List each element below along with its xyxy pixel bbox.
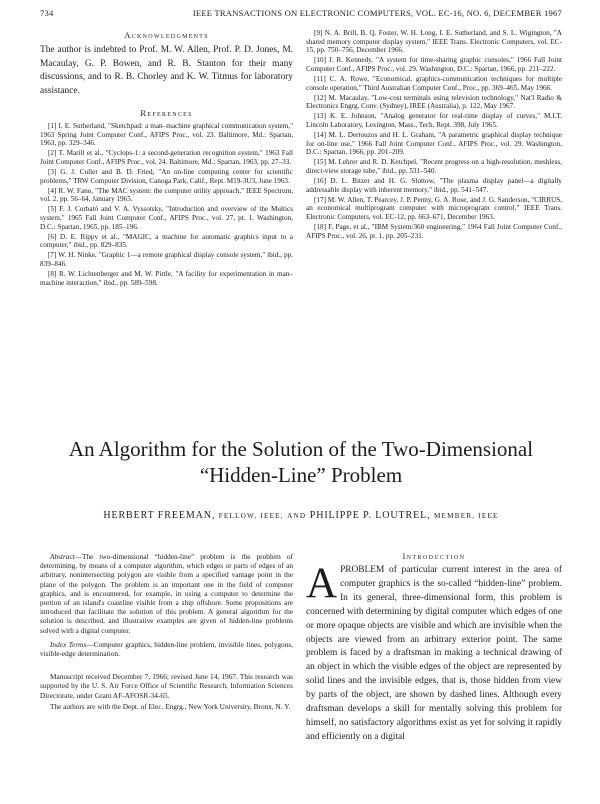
acknowledgments-body: The author is indebted to Prof. M. W. Allen, Prof. P. D. Jones, M. Macaulay, G. P. Bowen, and R. B. Stanton for their many discussions, and to R. B. Chorley and K. W. Titmus for laboratory assistance. (40, 45, 293, 96)
abstract (40, 552, 293, 635)
article-left-column (40, 552, 293, 711)
reference-item: [16] D. L. Bitzer and H. G. Slottow, "The plasma display panel—a digitally addressable display with inherent memory," ibid., pp. 541–547. (306, 177, 562, 194)
abstract-text: —The two-dimensional “hidden-line” problem is the problem of determining, by means of a computer algorithm, which edges or parts of edges of an arbitrary, nonintersecting polygon are visible from a specified vantage point in the plane of the polygon. The problem is an important one in the field of computer graphics, and is encountered, for example, in using a computer to determine the portion of an island's coastline visible from a ship offshore. Some propositions are introduced that facilitate the solution of this problem. A general algorithm for the solution is described, and illustrative examples are given of hidden-line problems solved with a digital computer. (40, 552, 293, 635)
author-conjunction: AND (287, 512, 307, 520)
footnote-affiliation: The authors are with the Dept. of Elec. Engrg., New York University, Bronx, N. Y. (50, 701, 291, 711)
reference-item: [12] M. Macaulay, "Low-cost terminals using television technology," Nat'l Radio & Electronics Engrg. Conv. (Sydney), IREE (Australia), p. 122, May 1967. (306, 93, 562, 111)
author-1-grade: FELLOW, IEEE, (218, 512, 284, 520)
abstract-lead: Abstract (50, 552, 75, 561)
reference-item: [13] K. E. Johnson, "Analog generator for real-time display of curves," M.I.T. Lincoln Laboratory, Lexington, Mass., Tech. Rept. 398, July 1965. (306, 112, 562, 129)
reference-item: [17] M. W. Allen, T. Pearcey, J. P. Penny, G. A. Rose, and J. G. Sanderson, "CIRRUS, an economical multiprogram computer with microprogram control," IEEE Trans. Electronic Computers, vol. EC-12, pp. 663–671, December 1963. (306, 195, 562, 221)
article-right-column (306, 552, 562, 745)
footnote-manuscript: Manuscript received December 7, 1966; revised June 14, 1967. This research was supported by the U. S. Air Force Office of Scientific Research, Information Sciences Directorate, under Grant AF-AFOSR-34-65. (40, 672, 293, 700)
running-header (40, 8, 562, 20)
reference-item: [10] J. R. Kennedy, "A system for time-sharing graphic consoles," 1966 Fall Joint Computer Conf., AFIPS Proc., vol. 29. Washington, D.C.: Spartan, 1966, pp. 211–222. (306, 56, 562, 73)
reference-item: [5] F. J. Corbató and V. A. Vyssotsky, "Introduction and overview of the Multics system," 1965 Fall Joint Computer Conf., AFIPS Proc., vol. 27, pt. 1. Washington, D.C.: Spartan, 1965, pp. 185–196. (40, 205, 293, 231)
article-title: An Algorithm for the Solution of the Two-Dimensional “Hidden-Line” Problem (68, 437, 534, 487)
reference-item: [14] M. L. Dertouzos and H. L. Graham, "A parametric graphical display technique for on-line use," 1966 Fall Joint Computer Conf., AFIPS Proc., vol. 29. Washington, D.C.: Spartan, 1966, pp. 201–209. (306, 131, 562, 157)
page-number: 734 (40, 8, 54, 18)
reference-item: [7] W. H. Ninke, "Graphic 1—a remote graphical display console system," ibid., pp. 839–846. (40, 251, 293, 268)
reference-item: [1] I. E. Sutherland, "Sketchpad: a man–machine graphical communication system," 1963 Spring Joint Computer Conf., AFIPS Proc., vol. 23. Baltimore, Md.: Spartan, 1963, pp. 329–346. (40, 122, 293, 148)
author-1: HERBERT FREEMAN, (103, 510, 216, 521)
reference-item: [4] R. W. Fano, "The MAC system: the computer utility approach," IEEE Spectrum, vol. 2, pp. 56–64, January 1965. (40, 186, 293, 204)
index-terms-text: —Computer graphics, hidden-line problem, invisible lines, polygons, visible-edge determination. (40, 639, 293, 659)
reference-item: [2] T. Marill et al., "Cyclops-1: a second-generation recognition system," 1963 Fall Joint Computer Conf., AFIPS Proc., vol. 24. Baltimore, Md.: Spartan, 1963, pp. 27–33. (40, 149, 293, 166)
introduction-drop-cap: A (306, 560, 338, 607)
reference-item: [11] C. A. Rowe, "Economical, graphics-communication techniques for multiple console operation," Third Australian Computer Conf., Proc., pp. 369–465, May 1966. (306, 74, 562, 92)
author-2-grade: MEMBER, IEEE (433, 512, 499, 520)
introduction-heading: Introduction (402, 552, 466, 561)
reference-item: [15] M. Lehrer and R. D. Ketchpel, "Recent progress on a high-resolution, meshless, direct-view storage tube," ibid., pp. 531–540. (306, 158, 562, 175)
introduction-body (306, 560, 562, 745)
author-2: PHILIPPE P. LOUTREL, (309, 510, 431, 521)
reference-item: [8] R. W. Lichtenberger and M. W. Pirtle, "A facility for experimentation in man–machine interaction," ibid., pp. 589–598. (40, 270, 293, 287)
reference-item: [9] N. A. Brill, B. Q. Foster, W. H. Long, I. E. Sutherland, and S. L. Wigington, "A shared memory computer display system," IEEE Trans. Electronic Computers, vol. EC-15, pp. 750–756, December 1966. (306, 29, 562, 55)
index-terms-lead: Index Terms (50, 639, 87, 649)
reference-item: [3] G. J. Culler and B. D. Fried, "An on-line computing center for scientific problems," TRW Computer Division, Canoga Park, Calif., Rept. M19-3U3, June 1963. (40, 167, 293, 185)
references-list-left (40, 122, 293, 287)
footnotes (40, 672, 293, 711)
introduction-text: PROBLEM of particular current interest in the area of computer graphics is the so-called “hidden-line” problem. In its general, three-dimensional form, this problem is concerned with determining by digital computer which edges of one or more opaque objects are visible and which are invisible when the objects are viewed from an arbitrary exterior point. The same problem is faced by a draftsman in making a technical drawing of an object in which the visible edges of the object are represented by solid lines and the invisible edges, that is, those hidden from view by parts of the object, are shown by dashed lines. Although every draftsman develops a skill for mentally solving this problem for himself, no satisfactory algorithms exist as yet for solving it rapidly and efficiently on a digital (306, 565, 562, 742)
reference-item: [18] F. Page, et al., "IBM System/360 engineering," 1964 Fall Joint Computer Conf., AFIPS Proc., vol. 26, pt. 1, pp. 205–231. (306, 222, 562, 240)
acknowledgments-heading: Acknowledgments (124, 30, 209, 40)
running-title: IEEE TRANSACTIONS ON ELECTRONIC COMPUTERS, VOL. EC-16, NO. 6, DECEMBER 1967 (192, 8, 562, 18)
index-terms (40, 640, 293, 658)
references-list-right (306, 29, 562, 242)
previous-paper-left-column (40, 30, 293, 289)
author-line (40, 510, 562, 521)
references-heading: References (140, 108, 193, 118)
reference-item: [6] D. E. Rippy et al., "MAGIC, a machine for automatic graphics input to a computer," ibid., pp. 829–835. (40, 232, 293, 250)
